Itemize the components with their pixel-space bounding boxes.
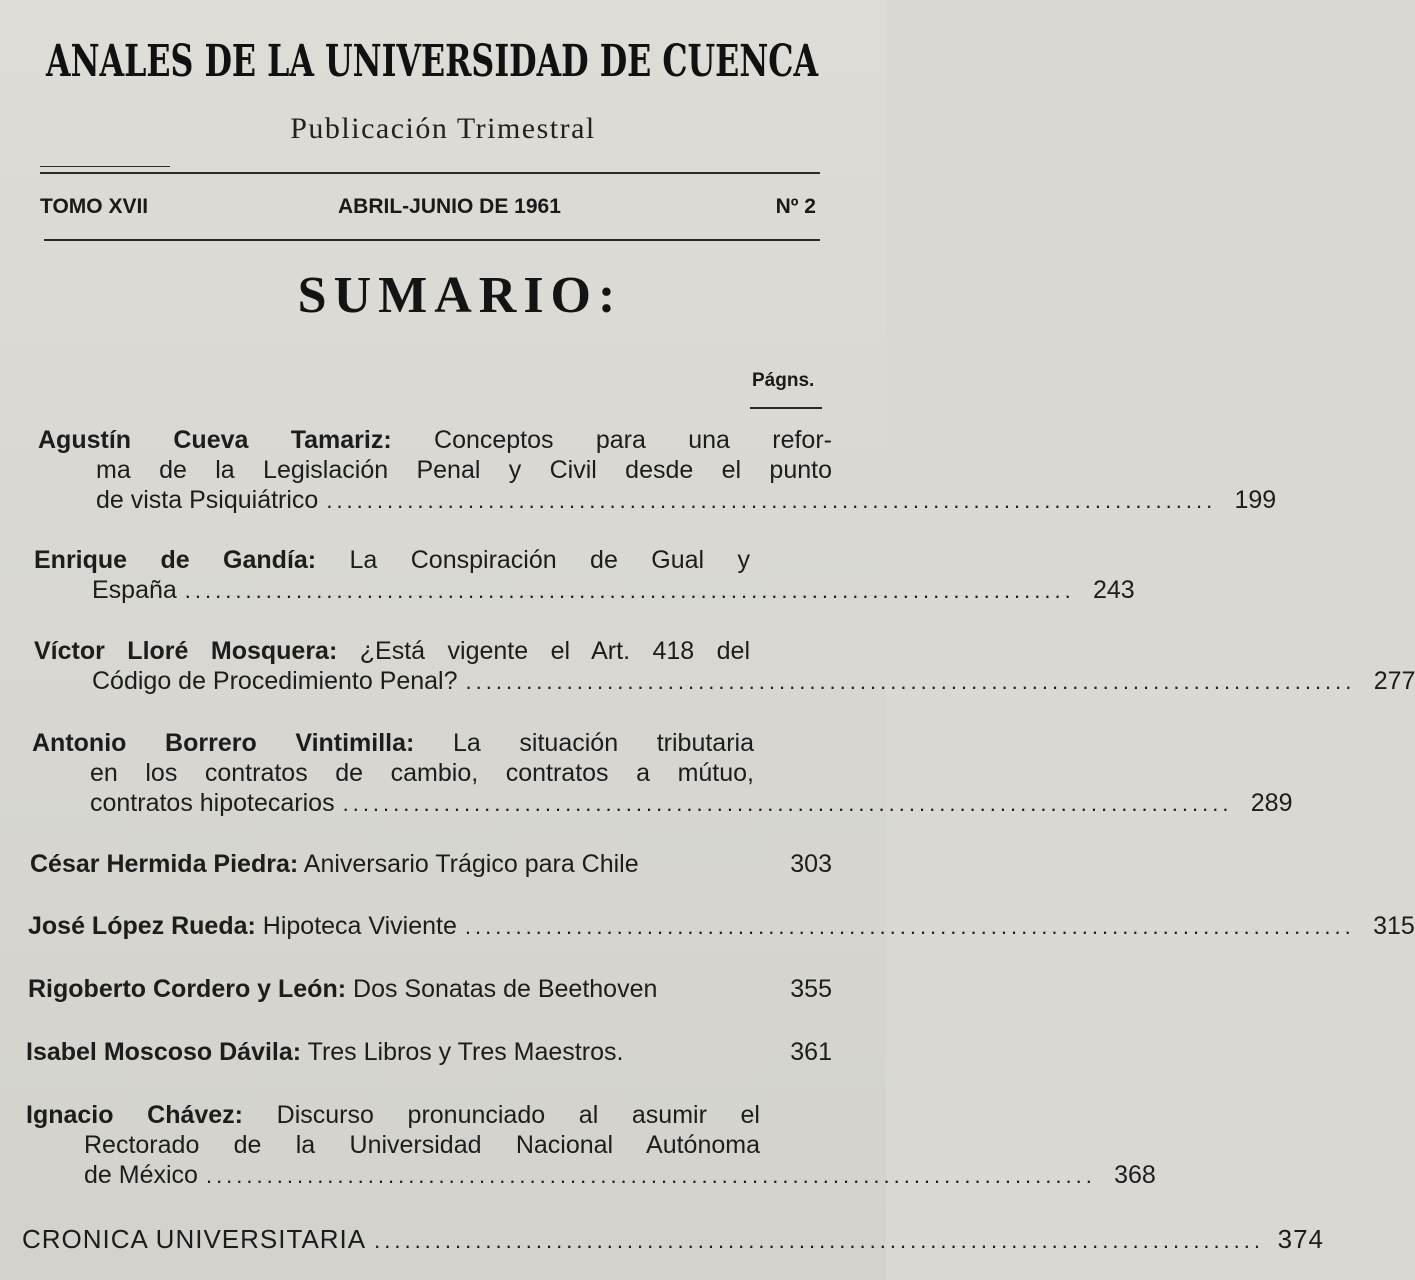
leader-dots: ........................................................................................: [464, 914, 1355, 939]
toc-entry-title: Discurso pronunciado al asumir el: [276, 1101, 760, 1129]
toc-entry-author: José López Rueda:: [28, 912, 256, 940]
leader-dots: ........................................................................................: [342, 791, 1233, 816]
pages-column-label: Págns.: [752, 370, 815, 391]
toc-entry-title: Hipoteca Viviente: [262, 912, 457, 940]
issue-number: Nº 2: [775, 195, 816, 218]
toc-entry[interactable]: [28, 974, 832, 1004]
toc-entry[interactable]: [30, 849, 832, 879]
toc-entry-last-line: [28, 911, 1415, 941]
leader-dots: ........................................................................................: [184, 578, 1075, 603]
toc-entry-title-end: contratos hipotecarios: [90, 789, 335, 817]
section-page: 374: [1277, 1224, 1325, 1254]
toc-entry-title-end: [28, 974, 657, 1004]
date-label: ABRIL-JUNIO DE 1961: [338, 195, 561, 218]
toc-entry-last-line: [30, 849, 832, 879]
pages-label-underline: [750, 407, 822, 409]
toc-entry-last-line: [38, 485, 1277, 515]
summary-heading: SUMARIO:: [297, 267, 623, 324]
toc-entry-title-end: [28, 911, 457, 941]
toc-entry-title-end: de México: [84, 1161, 198, 1189]
top-rule: [40, 172, 820, 174]
toc-entry-page: 277: [1373, 667, 1415, 695]
toc-entry[interactable]: [38, 425, 1277, 515]
toc-entry-page: 355: [790, 975, 832, 1003]
toc-entry-author: Víctor Lloré Mosquera:: [34, 637, 338, 665]
toc-entry-title: Aniversario Trágico para Chile: [303, 850, 639, 878]
toc-entry-title: ¿Está vigente el Art. 418 del: [359, 637, 751, 665]
toc-entry[interactable]: [32, 728, 1293, 818]
toc-entry-title-end: [30, 849, 639, 879]
toc-entry-first-line: [26, 1100, 832, 1130]
toc-entry-title-end: Código de Procedimiento Penal?: [92, 667, 458, 695]
leader-dots: ........................................................................................: [374, 1228, 1265, 1253]
toc-entry-last-line: [26, 1037, 832, 1067]
section-chronicle[interactable]: [22, 1224, 1325, 1255]
toc-entry-page: 361: [790, 1038, 832, 1066]
toc-entry-author: César Hermida Piedra:: [30, 850, 299, 878]
toc-entry-last-line: [34, 575, 1135, 605]
toc-entry-author: Agustín Cueva Tamariz:: [38, 426, 392, 454]
toc-entry-page: 243: [1092, 576, 1135, 604]
toc-entry-title-line: Rectorado de la Universidad Nacional Autónoma: [84, 1131, 760, 1159]
toc-entry-page: 303: [790, 850, 832, 878]
toc-entry-title-end: España: [92, 576, 177, 604]
header-bottom-rule: [44, 239, 820, 241]
toc-entry-page: 289: [1250, 789, 1293, 817]
toc-entry-title-line: ma de la Legislación Penal y Civil desde el punto: [96, 456, 832, 484]
toc-entry-title: La Conspiración de Gual y: [349, 546, 750, 574]
volume-label: TOMO XVII: [40, 195, 149, 218]
toc-entry-first-line: [32, 728, 832, 758]
toc-entry[interactable]: [26, 1037, 832, 1067]
toc-entry-title: Dos Sonatas de Beethoven: [353, 975, 658, 1003]
toc-entry-title-end: [26, 1037, 623, 1067]
journal-subtitle: Publicación Trimestral: [290, 112, 596, 145]
leader-dots: ........................................................................................: [205, 1163, 1096, 1188]
toc-entry-last-line: [34, 666, 1415, 696]
toc-entry-author: Rigoberto Cordero y León:: [28, 975, 347, 1003]
toc-entry-last-line: [26, 1160, 1156, 1190]
toc-entry[interactable]: [34, 545, 1135, 605]
toc-entry-page: 368: [1114, 1161, 1156, 1189]
toc-entry[interactable]: [34, 636, 1415, 696]
toc-entry-first-line: [34, 636, 832, 666]
toc-entry[interactable]: [28, 911, 1415, 941]
toc-entry-title-line: en los contratos de cambio, contratos a mútuo,: [90, 759, 754, 787]
toc-entry-author: Antonio Borrero Vintimilla:: [32, 729, 415, 757]
toc-entry-author: Isabel Moscoso Dávila:: [26, 1038, 302, 1066]
toc-entry-title-end: de vista Psiquiátrico: [96, 486, 319, 514]
toc-entry-author: Enrique de Gandía:: [34, 546, 317, 574]
toc-entry-first-line: [34, 545, 832, 575]
toc-entry[interactable]: [26, 1100, 1156, 1190]
toc-entry-title: Tres Libros y Tres Maestros.: [307, 1038, 624, 1066]
journal-title: ANALES DE LA UNIVERSIDAD DE CUENCA: [46, 36, 819, 87]
toc-entry-author: Ignacio Chávez:: [26, 1101, 244, 1129]
leader-dots: ........................................................................................: [465, 669, 1356, 694]
toc-entry-first-line: [38, 425, 832, 455]
section-label: CRONICA UNIVERSITARIA: [22, 1224, 367, 1254]
toc-entry-title: Conceptos para una refor-: [434, 426, 832, 454]
top-rule-thin: [40, 166, 170, 167]
leader-dots: ........................................................................................: [326, 488, 1217, 513]
toc-entry-page: 199: [1234, 486, 1277, 514]
toc-entry-page: 315: [1373, 912, 1415, 940]
toc-entry-last-line: [28, 974, 832, 1004]
toc-entry-title: La situación tributaria: [453, 729, 754, 757]
toc-entry-last-line: [32, 788, 1293, 818]
